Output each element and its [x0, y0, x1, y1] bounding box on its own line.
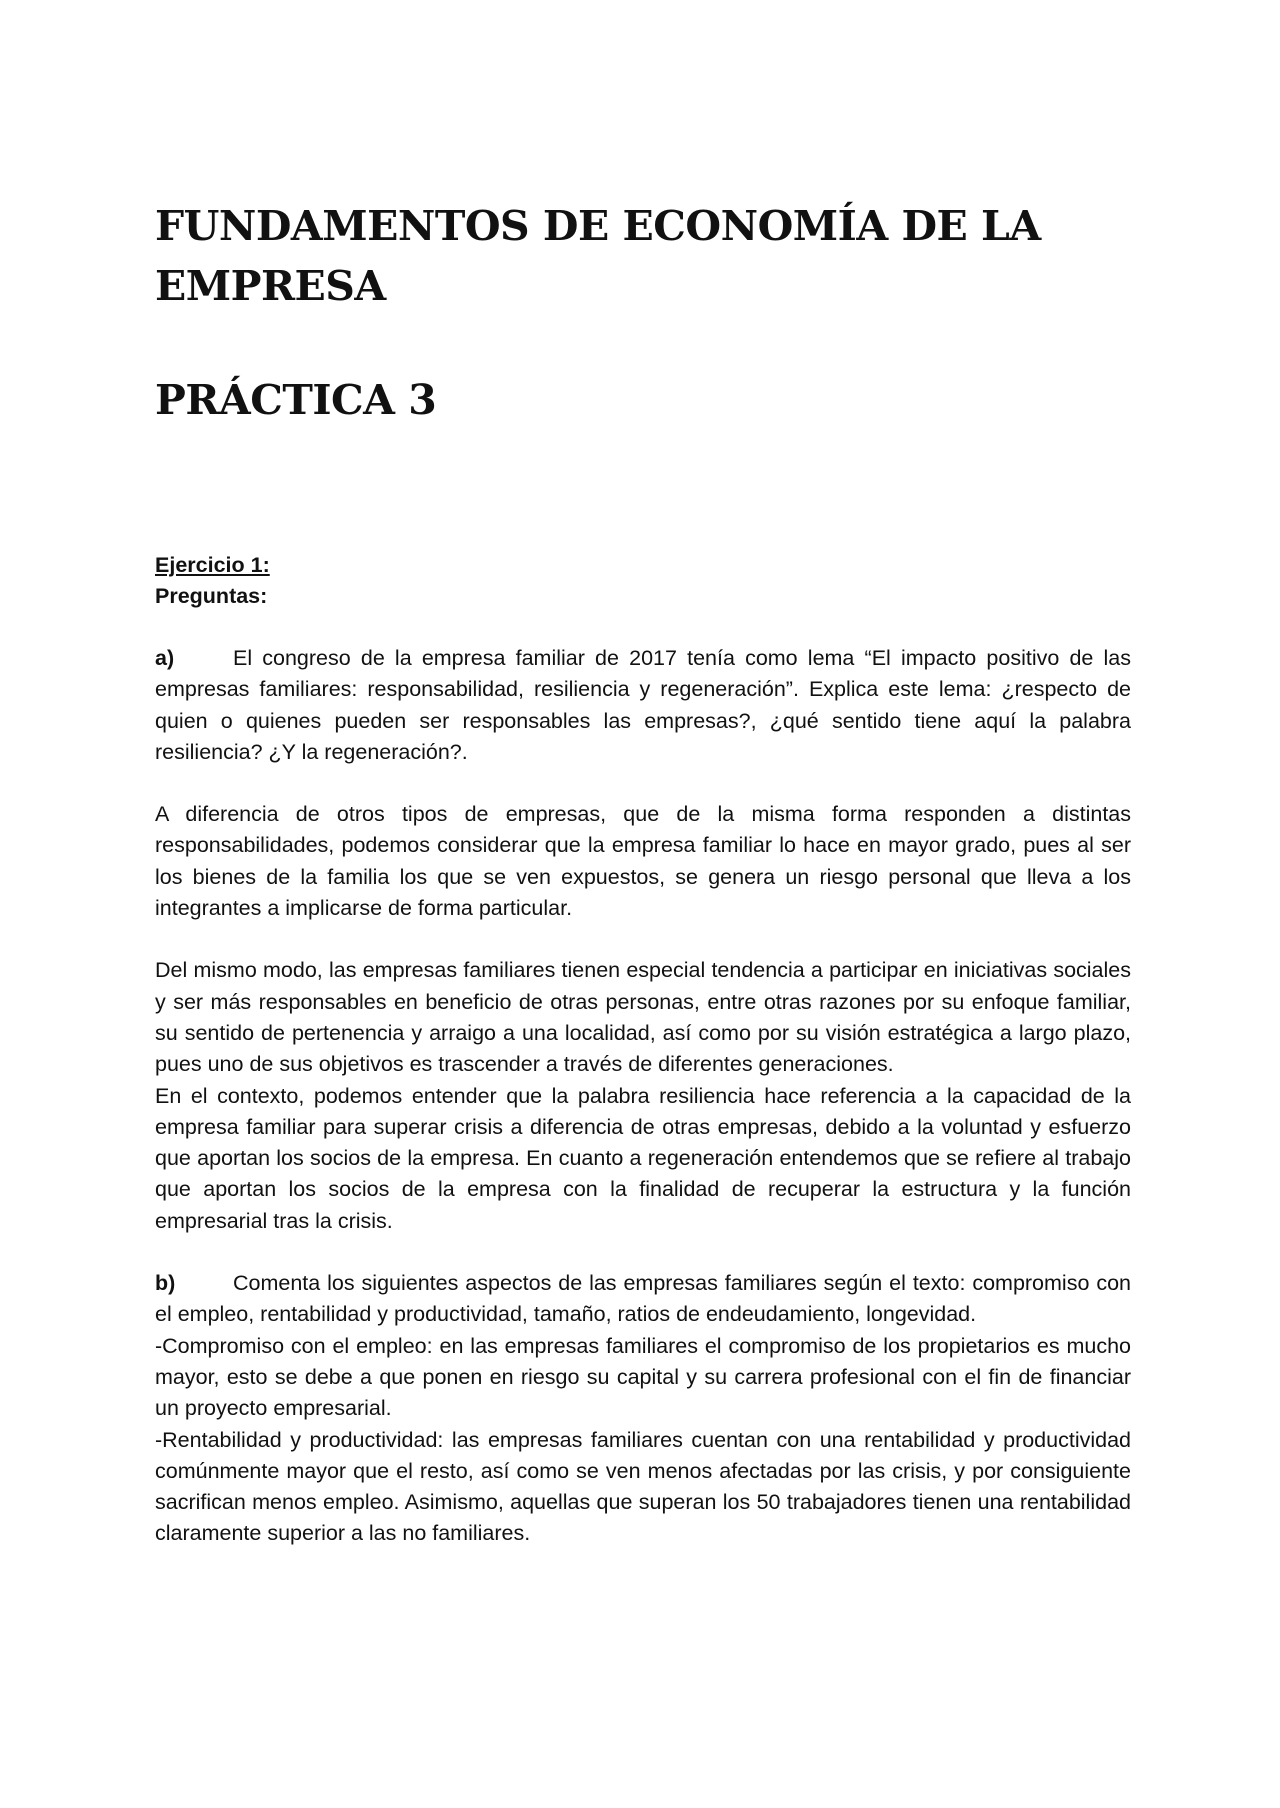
question-b-letter: b): [155, 1271, 176, 1296]
questions-label: Preguntas:: [155, 584, 268, 608]
question-a-letter: a): [155, 646, 175, 670]
question-a: [155, 643, 1131, 768]
document-content: [155, 196, 1131, 1550]
answer-a-paragraph-1: A diferencia de otros tipos de empresas, que de la misma forma responden a distintas responsabilidades, podemos considerar que la empresa familiar lo hace en mayor grado, pues al ser los bienes de la familia los que se ven expuestos, se genera un riesgo personal que lleva a los integrantes a implicarse de forma particular.: [155, 802, 1131, 921]
practice-title: PRÁCTICA 3: [155, 376, 437, 424]
answer-b-paragraph-2: -Rentabilidad y productividad: las empresas familiares cuentan con una rentabilidad y productividad comúnmente mayor que el resto, así como se ven menos afectadas por las crisis, y por consiguiente sacrifican menos empleo. Asimismo, aquellas que superan los 50 trabajadores tienen una rentabilidad claramente superior a las no familiares.: [155, 1427, 1131, 1546]
answer-a-paragraph-2: Del mismo modo, las empresas familiares tienen especial tendencia a participar en iniciativas sociales y ser más responsables en beneficio de otras personas, entre otras razones por su enfoque familiar, su sentido de pertenencia y arraigo a una localidad, así como por su visión estratégica a largo plazo, pues uno de sus objetivos es trascender a través de diferentes generaciones.: [155, 958, 1131, 1077]
question-b-text: Comenta los siguientes aspectos de las empresas familiares según el texto: compromiso con el empleo, rentabilidad y productividad, tamaño, ratios de endeudamiento, longevidad.: [155, 1271, 1131, 1327]
answer-a-paragraph-3: En el contexto, podemos entender que la palabra resiliencia hace referencia a la capacidad de la empresa familiar para superar crisis a diferencia de otras empresas, debido a la voluntad y esfuerzo que aportan los socios de la empresa. En cuanto a regeneración entendemos que se refiere al trabajo que aportan los socios de la empresa con la finalidad de recuperar la estructura y la función empresarial tras la crisis.: [155, 1083, 1131, 1233]
exercise-label: Ejercicio 1:: [155, 553, 270, 577]
answer-b-paragraph-1: -Compromiso con el empleo: en las empresas familiares el compromiso de los propietarios es mucho mayor, esto se debe a que ponen en riesgo su capital y su carrera profesional con el fin de financiar un proyecto empresarial.: [155, 1333, 1131, 1421]
question-b: [155, 1268, 1131, 1331]
exercise-section: [155, 550, 1131, 1550]
document-title: FUNDAMENTOS DE ECONOMÍA DE LA EMPRESA: [155, 202, 1041, 310]
question-a-text: El congreso de la empresa familiar de 2017 tenía como lema “El impacto positivo de las empresas familiares: responsabilidad, resiliencia y regeneración”. Explica este lema: ¿respecto de quien o quienes pueden ser responsables las empresas?, ¿qué sentido tiene aquí la palabra resiliencia? ¿Y la regeneración?.: [155, 646, 1131, 764]
